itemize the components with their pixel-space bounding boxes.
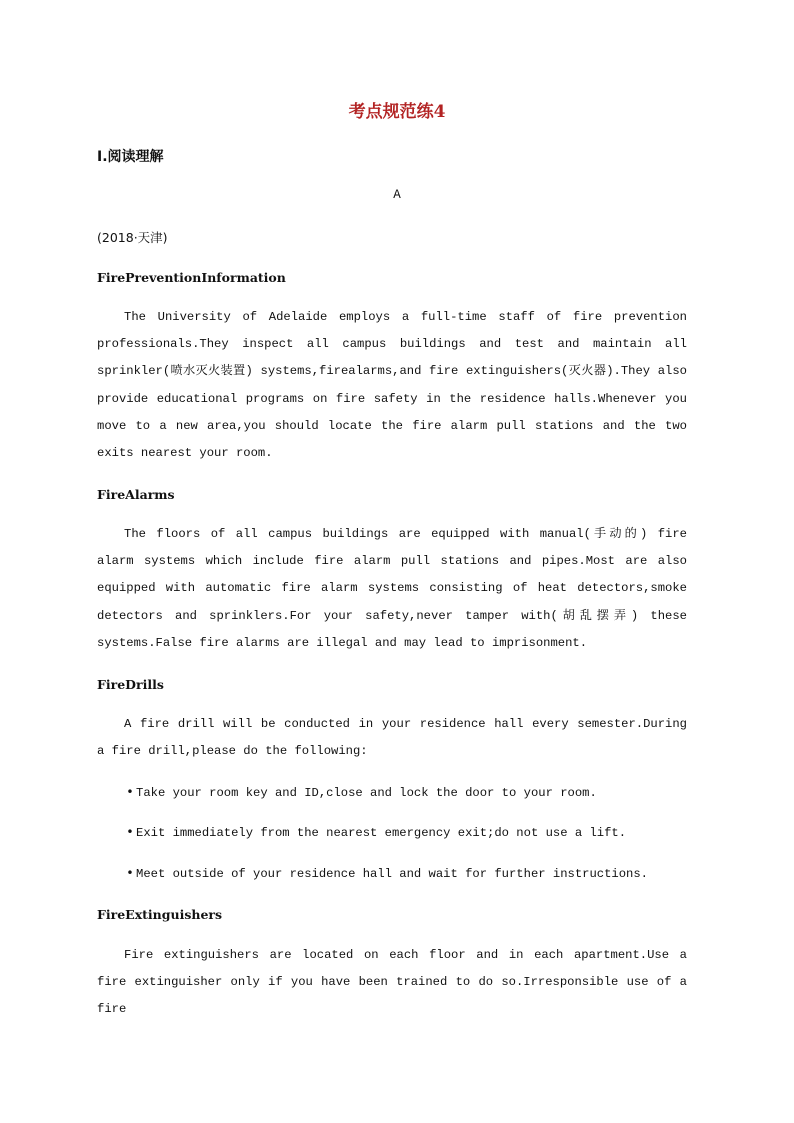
page-title: 考点规范练4 bbox=[348, 102, 446, 122]
passage-source: (2018·天津) bbox=[97, 230, 168, 245]
paragraph-fire-extinguishers: Fire extinguishers are located on each floor and in each apartment.Use a fire extinguisher only if you have been trained to do so.Irresponsible use of a fire bbox=[97, 948, 687, 1017]
list-item bbox=[124, 785, 684, 800]
list-item bbox=[124, 825, 684, 840]
heading-fire-alarms: FireAlarms bbox=[97, 487, 175, 502]
passage-letter: A bbox=[393, 188, 401, 202]
paragraph-fire-prevention: The University of Adelaide employs a full-time staff of fire prevention professionals.They inspect all campus buildings and test and maintain all sprinkler(喷水灭火装置) systems,firealarms,and fire extinguishers(灭火器).They also provide educational programs on fire safety in the residence halls.Whenever you move to a new area,you should locate the fire alarm pull stations and the two exits nearest your room. bbox=[97, 310, 687, 461]
heading-fire-prevention: FirePreventionInformation bbox=[97, 270, 286, 285]
list-item bbox=[124, 866, 684, 881]
paragraph-fire-alarms: The floors of all campus buildings are equipped with manual(手动的) fire alarm systems which include fire alarm pull stations and pipes.Most are also equipped with automatic fire alarm systems consisting of heat detectors,smoke detectors and sprinklers.For your safety,never tamper with(胡乱摆弄) these systems.False fire alarms are illegal and may lead to imprisonment. bbox=[97, 527, 687, 650]
paragraph-fire-drills: A fire drill will be conducted in your residence hall every semester.During a fire drill,please do the following: bbox=[97, 717, 687, 759]
section-heading: Ⅰ.阅读理解 bbox=[97, 149, 164, 165]
bullet-icon: • bbox=[126, 785, 134, 799]
list-item-text: Take your room key and ID,close and lock the door to your room. bbox=[136, 786, 597, 800]
bullet-icon: • bbox=[126, 825, 134, 839]
heading-fire-drills: FireDrills bbox=[97, 677, 164, 692]
list-item-text: Meet outside of your residence hall and wait for further instructions. bbox=[136, 867, 648, 881]
bullet-icon: • bbox=[126, 866, 134, 880]
list-item-text: Exit immediately from the nearest emergency exit;do not use a lift. bbox=[136, 826, 627, 840]
heading-fire-extinguishers: FireExtinguishers bbox=[97, 907, 223, 922]
